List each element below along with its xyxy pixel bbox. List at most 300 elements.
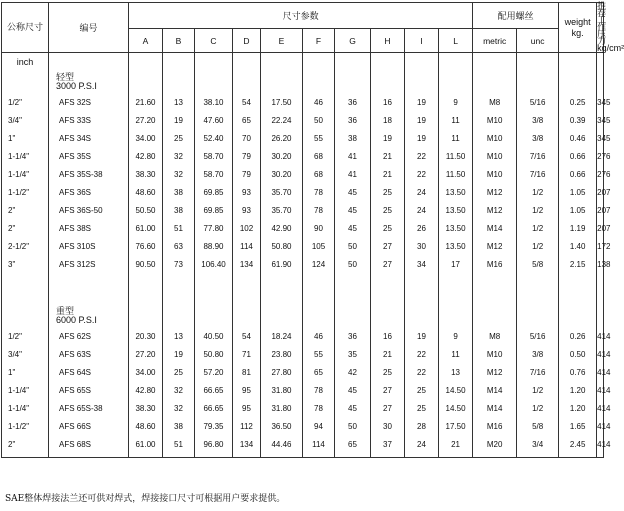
table-row [2, 435, 604, 453]
cell-f: 46 [303, 93, 335, 111]
cell-i: 19 [405, 93, 439, 111]
section-title-row [2, 71, 604, 93]
cell-d: 102 [233, 219, 261, 237]
cell-a: 48.60 [129, 183, 163, 201]
empty-cell [261, 71, 303, 93]
empty-cell [49, 273, 129, 305]
cell-unc: 3/8 [517, 111, 559, 129]
cell-pressure: 414 [597, 381, 604, 399]
empty-cell [517, 273, 559, 305]
col-f: F [303, 29, 335, 53]
cell-e: 35.70 [261, 183, 303, 201]
bottom-spacer [2, 453, 604, 458]
empty-cell [473, 71, 517, 93]
cell-a: 76.60 [129, 237, 163, 255]
cell-e: 31.80 [261, 381, 303, 399]
cell-pressure: 276 [597, 147, 604, 165]
cell-nominal: 3" [2, 255, 49, 273]
cell-nominal: 3/4" [2, 111, 49, 129]
cell-c: 47.60 [195, 111, 233, 129]
cell-c: 40.50 [195, 327, 233, 345]
header-weight: weight kg. [559, 3, 597, 53]
cell-b: 32 [163, 399, 195, 417]
cell-metric: M8 [473, 93, 517, 111]
section-title-row [2, 305, 604, 327]
empty-cell [559, 305, 597, 327]
empty-cell [473, 53, 517, 72]
empty-cell [371, 453, 405, 458]
cell-f: 78 [303, 381, 335, 399]
cell-e: 27.80 [261, 363, 303, 381]
cell-weight: 2.45 [559, 435, 597, 453]
cell-weight: 1.40 [559, 237, 597, 255]
cell-d: 70 [233, 129, 261, 147]
cell-e: 42.90 [261, 219, 303, 237]
empty-cell [597, 453, 604, 458]
cell-part-number: AFS 38S [49, 219, 129, 237]
cell-b: 25 [163, 363, 195, 381]
cell-i: 25 [405, 399, 439, 417]
cell-a: 21.60 [129, 93, 163, 111]
empty-cell [371, 305, 405, 327]
cell-i: 24 [405, 201, 439, 219]
cell-l: 9 [439, 93, 473, 111]
empty-cell [371, 53, 405, 72]
cell-g: 45 [335, 381, 371, 399]
cell-i: 30 [405, 237, 439, 255]
cell-e: 26.20 [261, 129, 303, 147]
cell-e: 61.90 [261, 255, 303, 273]
cell-nominal: 1-1/4" [2, 147, 49, 165]
cell-d: 79 [233, 165, 261, 183]
empty-cell [517, 453, 559, 458]
footnote: SAE整体焊接法兰还可供对焊式，焊接接口尺寸可根据用户要求提供。 [5, 494, 286, 504]
cell-d: 79 [233, 147, 261, 165]
empty-cell [405, 273, 439, 305]
empty-cell [163, 71, 195, 93]
section-title [49, 305, 129, 327]
empty-cell [335, 53, 371, 72]
cell-a: 34.00 [129, 363, 163, 381]
cell-d: 81 [233, 363, 261, 381]
cell-pressure: 207 [597, 219, 604, 237]
table-row [2, 255, 604, 273]
empty-cell [2, 305, 49, 327]
cell-b: 51 [163, 219, 195, 237]
empty-cell [129, 305, 163, 327]
col-b: B [163, 29, 195, 53]
cell-c: 79.35 [195, 417, 233, 435]
cell-pressure: 207 [597, 183, 604, 201]
empty-cell [233, 453, 261, 458]
cell-l: 11.50 [439, 147, 473, 165]
empty-cell [303, 453, 335, 458]
cell-d: 93 [233, 183, 261, 201]
cell-i: 24 [405, 435, 439, 453]
cell-pressure: 172 [597, 237, 604, 255]
cell-a: 42.80 [129, 147, 163, 165]
cell-b: 32 [163, 381, 195, 399]
empty-cell [261, 53, 303, 72]
cell-weight: 1.19 [559, 219, 597, 237]
cell-unc: 7/16 [517, 147, 559, 165]
empty-cell [163, 273, 195, 305]
cell-i: 24 [405, 183, 439, 201]
cell-weight: 1.05 [559, 201, 597, 219]
empty-cell [439, 453, 473, 458]
cell-i: 28 [405, 417, 439, 435]
cell-i: 22 [405, 345, 439, 363]
cell-e: 44.46 [261, 435, 303, 453]
cell-d: 95 [233, 381, 261, 399]
cell-g: 38 [335, 129, 371, 147]
cell-unc: 5/16 [517, 93, 559, 111]
cell-weight: 2.15 [559, 255, 597, 273]
cell-h: 25 [371, 183, 405, 201]
cell-metric: M14 [473, 219, 517, 237]
cell-pressure: 345 [597, 111, 604, 129]
table-row [2, 129, 604, 147]
cell-h: 27 [371, 399, 405, 417]
empty-cell [2, 273, 49, 305]
cell-weight: 1.20 [559, 381, 597, 399]
cell-f: 78 [303, 183, 335, 201]
cell-l: 13 [439, 363, 473, 381]
cell-h: 25 [371, 363, 405, 381]
cell-f: 65 [303, 363, 335, 381]
cell-i: 25 [405, 381, 439, 399]
cell-l: 13.50 [439, 201, 473, 219]
cell-e: 30.20 [261, 165, 303, 183]
col-g: G [335, 29, 371, 53]
cell-b: 51 [163, 435, 195, 453]
cell-f: 78 [303, 201, 335, 219]
cell-l: 11 [439, 129, 473, 147]
table-row [2, 399, 604, 417]
header-dimensions-group: 尺寸参数 [129, 3, 473, 29]
cell-c: 58.70 [195, 147, 233, 165]
table-row [2, 165, 604, 183]
cell-unc: 7/16 [517, 363, 559, 381]
table-row [2, 417, 604, 435]
cell-l: 11 [439, 345, 473, 363]
cell-a: 38.30 [129, 165, 163, 183]
cell-i: 19 [405, 111, 439, 129]
empty-cell [233, 273, 261, 305]
empty-cell [261, 305, 303, 327]
empty-cell [233, 53, 261, 72]
cell-e: 30.20 [261, 147, 303, 165]
section-pressure-label: 3000 P.S.I [56, 81, 97, 91]
table-row [2, 93, 604, 111]
empty-cell [163, 53, 195, 72]
empty-cell [195, 453, 233, 458]
cell-unc: 5/16 [517, 327, 559, 345]
cell-part-number: AFS 32S [49, 93, 129, 111]
empty-cell [335, 273, 371, 305]
cell-f: 46 [303, 327, 335, 345]
empty-cell [597, 53, 604, 72]
cell-nominal: 2" [2, 201, 49, 219]
cell-g: 45 [335, 183, 371, 201]
cell-d: 95 [233, 399, 261, 417]
cell-unc: 3/8 [517, 345, 559, 363]
cell-metric: M12 [473, 183, 517, 201]
cell-h: 21 [371, 147, 405, 165]
cell-b: 38 [163, 417, 195, 435]
cell-b: 19 [163, 345, 195, 363]
cell-l: 13.50 [439, 237, 473, 255]
table-row [2, 201, 604, 219]
cell-h: 27 [371, 237, 405, 255]
header-working-pressure: 推荐工作压力 kg/cm² [597, 1, 624, 53]
cell-h: 30 [371, 417, 405, 435]
cell-h: 16 [371, 93, 405, 111]
cell-a: 50.50 [129, 201, 163, 219]
empty-cell [195, 71, 233, 93]
cell-nominal: 1" [2, 129, 49, 147]
cell-e: 36.50 [261, 417, 303, 435]
cell-g: 45 [335, 219, 371, 237]
cell-l: 9 [439, 327, 473, 345]
cell-part-number: AFS 36S-50 [49, 201, 129, 219]
empty-cell [129, 71, 163, 93]
cell-f: 50 [303, 111, 335, 129]
empty-cell [195, 305, 233, 327]
cell-a: 42.80 [129, 381, 163, 399]
cell-nominal: 1-1/4" [2, 165, 49, 183]
cell-a: 90.50 [129, 255, 163, 273]
cell-h: 19 [371, 129, 405, 147]
cell-i: 19 [405, 327, 439, 345]
empty-cell [473, 273, 517, 305]
cell-i: 22 [405, 165, 439, 183]
cell-c: 57.20 [195, 363, 233, 381]
cell-g: 45 [335, 201, 371, 219]
cell-g: 35 [335, 345, 371, 363]
cell-g: 41 [335, 147, 371, 165]
table-row [2, 183, 604, 201]
empty-cell [303, 71, 335, 93]
cell-g: 50 [335, 255, 371, 273]
cell-metric: M10 [473, 165, 517, 183]
cell-nominal: 1-1/2" [2, 417, 49, 435]
empty-cell [129, 273, 163, 305]
cell-i: 19 [405, 129, 439, 147]
cell-c: 58.70 [195, 165, 233, 183]
cell-unc: 5/8 [517, 255, 559, 273]
cell-b: 13 [163, 93, 195, 111]
cell-h: 25 [371, 201, 405, 219]
empty-cell [405, 453, 439, 458]
cell-g: 42 [335, 363, 371, 381]
col-unc: unc [517, 29, 559, 53]
table-row [2, 147, 604, 165]
cell-f: 105 [303, 237, 335, 255]
cell-a: 34.00 [129, 129, 163, 147]
cell-e: 18.24 [261, 327, 303, 345]
empty-cell [163, 453, 195, 458]
cell-unc: 1/2 [517, 183, 559, 201]
empty-cell [303, 273, 335, 305]
section-title [49, 71, 129, 93]
empty-cell [559, 53, 597, 72]
cell-part-number: AFS 33S [49, 111, 129, 129]
cell-nominal: 2-1/2" [2, 237, 49, 255]
empty-cell [129, 453, 163, 458]
cell-c: 69.85 [195, 183, 233, 201]
cell-pressure: 414 [597, 399, 604, 417]
empty-cell [233, 71, 261, 93]
cell-pressure: 138 [597, 255, 604, 273]
cell-nominal: 3/4" [2, 345, 49, 363]
col-l: L [439, 29, 473, 53]
col-h: H [371, 29, 405, 53]
cell-g: 41 [335, 165, 371, 183]
cell-e: 22.24 [261, 111, 303, 129]
cell-metric: M14 [473, 399, 517, 417]
cell-g: 36 [335, 93, 371, 111]
cell-a: 48.60 [129, 417, 163, 435]
cell-weight: 1.05 [559, 183, 597, 201]
cell-d: 134 [233, 255, 261, 273]
cell-weight: 0.66 [559, 165, 597, 183]
cell-c: 69.85 [195, 201, 233, 219]
cell-d: 54 [233, 327, 261, 345]
cell-c: 96.80 [195, 435, 233, 453]
cell-f: 55 [303, 129, 335, 147]
cell-e: 17.50 [261, 93, 303, 111]
flange-spec-table [1, 1, 624, 458]
cell-i: 22 [405, 147, 439, 165]
empty-cell [2, 453, 49, 458]
empty-cell [195, 53, 233, 72]
cell-nominal: 1-1/2" [2, 183, 49, 201]
cell-g: 50 [335, 237, 371, 255]
col-e: E [261, 29, 303, 53]
cell-unc: 1/2 [517, 237, 559, 255]
cell-i: 34 [405, 255, 439, 273]
empty-cell [473, 305, 517, 327]
cell-b: 38 [163, 183, 195, 201]
cell-a: 61.00 [129, 435, 163, 453]
empty-cell [517, 71, 559, 93]
cell-c: 66.65 [195, 399, 233, 417]
empty-cell [261, 453, 303, 458]
cell-metric: M10 [473, 111, 517, 129]
header-nominal-size: 公称尺寸 [2, 3, 49, 53]
cell-h: 21 [371, 345, 405, 363]
cell-d: 71 [233, 345, 261, 363]
cell-metric: M16 [473, 417, 517, 435]
cell-g: 65 [335, 435, 371, 453]
cell-l: 21 [439, 435, 473, 453]
cell-unc: 7/16 [517, 165, 559, 183]
cell-h: 27 [371, 255, 405, 273]
empty-cell [49, 53, 129, 72]
section-type-label: 轻型 [56, 72, 75, 82]
cell-g: 36 [335, 111, 371, 129]
cell-pressure: 345 [597, 129, 604, 147]
section-pressure-label: 6000 P.S.I [56, 315, 97, 325]
cell-weight: 0.25 [559, 93, 597, 111]
cell-weight: 1.20 [559, 399, 597, 417]
cell-g: 50 [335, 417, 371, 435]
cell-metric: M14 [473, 381, 517, 399]
cell-b: 25 [163, 129, 195, 147]
cell-h: 21 [371, 165, 405, 183]
cell-h: 25 [371, 219, 405, 237]
cell-part-number: AFS 35S [49, 147, 129, 165]
cell-pressure: 276 [597, 165, 604, 183]
cell-metric: M12 [473, 363, 517, 381]
cell-e: 23.80 [261, 345, 303, 363]
empty-cell [335, 71, 371, 93]
table-body [2, 53, 611, 458]
cell-i: 26 [405, 219, 439, 237]
cell-g: 36 [335, 327, 371, 345]
cell-c: 52.40 [195, 129, 233, 147]
col-i: I [405, 29, 439, 53]
empty-cell [233, 305, 261, 327]
cell-pressure: 414 [597, 345, 604, 363]
empty-cell [517, 53, 559, 72]
cell-part-number: AFS 65S-38 [49, 399, 129, 417]
cell-f: 90 [303, 219, 335, 237]
cell-nominal: 1-1/4" [2, 399, 49, 417]
cell-part-number: AFS 68S [49, 435, 129, 453]
empty-cell [303, 53, 335, 72]
cell-l: 13.50 [439, 219, 473, 237]
cell-part-number: AFS 62S [49, 327, 129, 345]
cell-part-number: AFS 310S [49, 237, 129, 255]
cell-h: 37 [371, 435, 405, 453]
cell-part-number: AFS 64S [49, 363, 129, 381]
cell-nominal: 1" [2, 363, 49, 381]
section-spacer [2, 273, 604, 305]
empty-cell [439, 305, 473, 327]
cell-weight: 0.26 [559, 327, 597, 345]
cell-weight: 0.39 [559, 111, 597, 129]
cell-c: 50.80 [195, 345, 233, 363]
cell-part-number: AFS 34S [49, 129, 129, 147]
cell-l: 17.50 [439, 417, 473, 435]
cell-l: 13.50 [439, 183, 473, 201]
empty-cell [439, 273, 473, 305]
cell-weight: 0.66 [559, 147, 597, 165]
cell-part-number: AFS 65S [49, 381, 129, 399]
empty-cell [261, 273, 303, 305]
empty-cell [597, 273, 604, 305]
header-part-number: 编号 [49, 3, 129, 53]
empty-cell [405, 53, 439, 72]
cell-nominal: 2" [2, 435, 49, 453]
cell-h: 27 [371, 381, 405, 399]
cell-unc: 1/2 [517, 201, 559, 219]
cell-part-number: AFS 312S [49, 255, 129, 273]
cell-metric: M10 [473, 147, 517, 165]
cell-a: 20.30 [129, 327, 163, 345]
cell-nominal: 2" [2, 219, 49, 237]
cell-metric: M10 [473, 129, 517, 147]
cell-f: 78 [303, 399, 335, 417]
cell-metric: M12 [473, 201, 517, 219]
cell-i: 22 [405, 363, 439, 381]
cell-metric: M16 [473, 255, 517, 273]
cell-f: 68 [303, 147, 335, 165]
cell-b: 32 [163, 165, 195, 183]
empty-cell [335, 453, 371, 458]
